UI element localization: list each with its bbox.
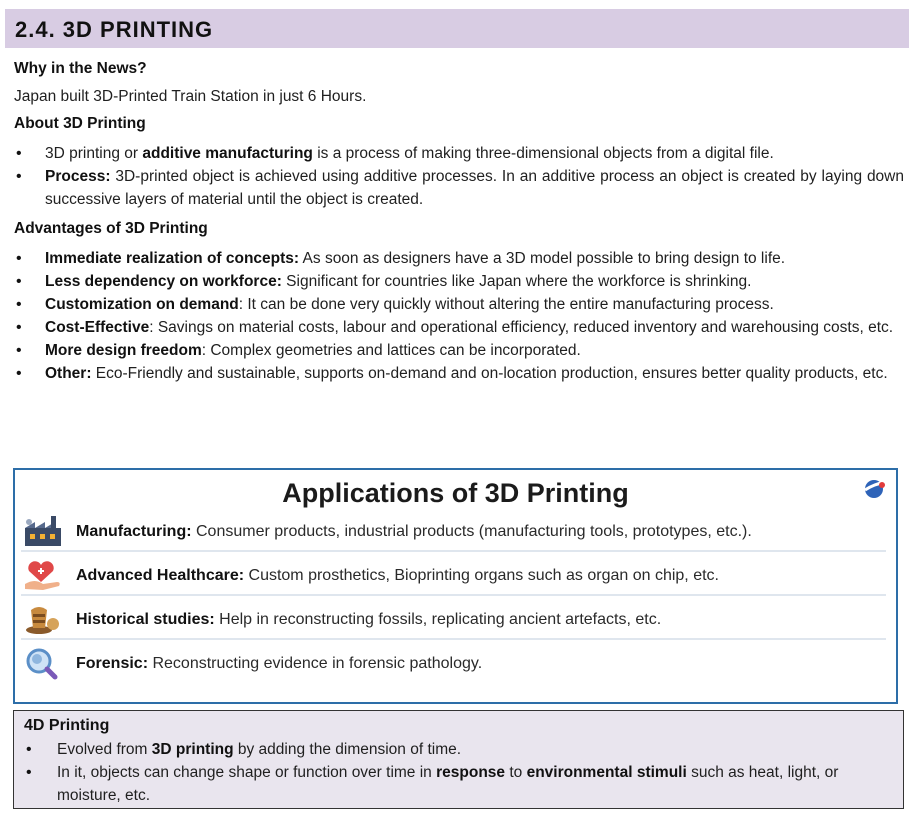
news-text: Japan built 3D-Printed Train Station in just 6 Hours. xyxy=(14,88,367,105)
advantages-list xyxy=(14,247,904,385)
content xyxy=(14,60,904,385)
about-list xyxy=(14,142,904,211)
applications-title: Applications of 3D Printing xyxy=(282,478,629,508)
list-item: • Process: 3D-printed object is achieved using additive processes. In an additive process an object is created by laying down successive layers of material until the object is created. xyxy=(14,165,904,211)
advantages-heading: Advantages of 3D Printing xyxy=(14,220,208,237)
application-row-historical xyxy=(21,602,886,640)
list-item: • Other: Eco-Friendly and sustainable, supports on-demand and on-location production, ensures better quality products, etc. xyxy=(14,362,904,385)
application-text: Manufacturing: Consumer products, industrial products (manufacturing tools, prototypes, etc.). xyxy=(76,523,752,540)
applications-box xyxy=(13,468,898,704)
news-heading: Why in the News? xyxy=(14,60,147,77)
logo-icon xyxy=(862,476,888,502)
application-text: Forensic: Reconstructing evidence in forensic pathology. xyxy=(76,655,483,672)
factory-icon xyxy=(21,514,65,548)
application-row-forensic xyxy=(21,646,886,682)
section-title-bar xyxy=(5,9,909,48)
application-row-healthcare xyxy=(21,558,886,596)
list-item: • 3D printing or additive manufacturing is a process of making three-dimensional objects from a digital file. xyxy=(14,142,904,165)
section-title: 2.4. 3D PRINTING xyxy=(15,17,214,42)
fourd-list xyxy=(24,738,894,807)
list-item: • In it, objects can change shape or function over time in response to environmental stimuli such as heat, light, or moisture, etc. xyxy=(24,761,894,807)
list-item: • Customization on demand: It can be done very quickly without altering the entire manufacturing process. xyxy=(14,293,904,316)
list-item: • Immediate realization of concepts: As soon as designers have a 3D model possible to bring design to life. xyxy=(14,247,904,270)
fourd-printing-box xyxy=(13,710,904,809)
application-row-manufacturing xyxy=(21,514,886,552)
application-text: Historical studies: Help in reconstructing fossils, replicating ancient artefacts, etc. xyxy=(76,611,662,628)
application-text: Advanced Healthcare: Custom prosthetics, Bioprinting organs such as organ on chip, etc. xyxy=(76,567,719,584)
heart-hand-icon xyxy=(21,558,65,592)
magnifier-icon xyxy=(21,646,65,680)
fourd-heading: 4D Printing xyxy=(24,717,110,734)
list-item: • Cost-Effective: Savings on material costs, labour and operational efficiency, reduced inventory and warehousing costs, etc. xyxy=(14,316,904,339)
list-item: • More design freedom: Complex geometries and lattices can be incorporated. xyxy=(14,339,904,362)
list-item: • Evolved from 3D printing by adding the dimension of time. xyxy=(24,738,894,761)
artifact-icon xyxy=(21,602,65,636)
list-item: • Less dependency on workforce: Significant for countries like Japan where the workforce is shrinking. xyxy=(14,270,904,293)
about-heading: About 3D Printing xyxy=(14,115,146,132)
